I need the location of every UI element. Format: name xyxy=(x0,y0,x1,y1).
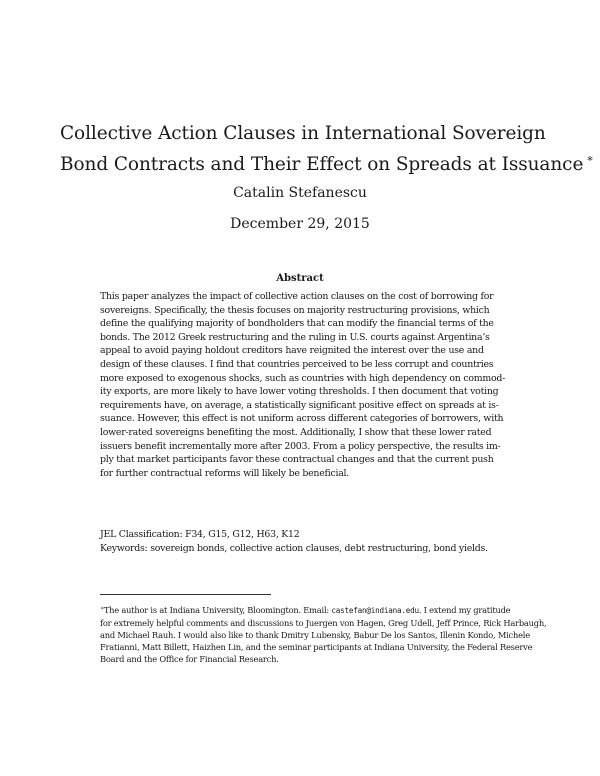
abstract-line: sovereigns. Specifically, the thesis focuses on majority restructuring provisions, which xyxy=(100,304,490,316)
footnote-line: Fratianni, Matt Billett, Haizhen Lin, and the seminar participants at Indiana University, the Federal Reserve xyxy=(100,642,533,652)
footnote-text: . I extend my gratitude xyxy=(418,605,511,615)
footnote-line: for extremely helpful comments and discussions to Juergen von Hagen, Greg Udell, Jeff Prince, Rick Harbaugh, xyxy=(100,618,547,628)
footnote-marker: ∗ xyxy=(100,605,104,612)
footnote-line: and Michael Rauh. I would also like to thank Dmitry Lubensky, Babur De los Santos, Illenin Kondo, Michele xyxy=(100,630,530,640)
title-line: Collective Action Clauses in International Sovereign xyxy=(60,123,546,144)
abstract-line: lower-rated sovereigns benefiting the most. Additionally, I show that these lower rated xyxy=(100,426,492,438)
abstract-line: more exposed to exogenous shocks, such as countries with high dependency on commod- xyxy=(100,372,506,384)
abstract-line: appeal to avoid paying holdout creditors have reignited the interest over the use and xyxy=(100,345,484,357)
footnote-divider xyxy=(100,594,271,595)
footnote-line: Board and the Office for Financial Research. xyxy=(100,654,279,664)
title-line-text: Bond Contracts and Their Effect on Spreads at Issuance xyxy=(60,154,584,175)
abstract-line: suance. However, this effect is not uniform across different categories of borrowers, with xyxy=(100,413,504,425)
author-name: Catalin Stefanescu xyxy=(233,185,367,201)
abstract-line: requirements have, on average, a statistically significant positive effect on spreads at is- xyxy=(100,399,499,411)
author-email-link[interactable]: castefan@indiana.edu xyxy=(331,606,419,615)
footnote-text: The author is at Indiana University, Bloomington. Email: xyxy=(103,605,332,615)
abstract-line: ply that market participants favor these contractual changes and that the current push xyxy=(100,454,494,466)
publication-date: December 29, 2015 xyxy=(230,216,370,232)
abstract-line: bonds. The 2012 Greek restructuring and the ruling in U.S. courts against Argentina’s xyxy=(100,331,490,343)
footnote xyxy=(100,603,547,665)
abstract-line: design of these clauses. I find that countries perceived to be less corrupt and countries xyxy=(100,358,494,370)
keywords: Keywords: sovereign bonds, collective action clauses, debt restructuring, bond yields. xyxy=(100,543,488,554)
abstract-line: issuers benefit incrementally more after 2003. From a policy perspective, the results im- xyxy=(100,440,501,452)
title-line xyxy=(60,146,594,177)
paper-title xyxy=(60,121,594,177)
abstract-line: ity exports, are more likely to have lower voting thresholds. I then document that voting xyxy=(100,386,499,398)
abstract-body xyxy=(100,290,510,480)
abstract-line: for further contractual reforms will likely be beneficial. xyxy=(100,467,350,479)
title-footnote-marker[interactable]: ∗ xyxy=(586,152,594,165)
footnote-line xyxy=(100,603,510,617)
abstract-heading: Abstract xyxy=(276,273,324,284)
abstract-line: This paper analyzes the impact of collective action clauses on the cost of borrowing for xyxy=(100,291,494,302)
abstract-line: define the qualifying majority of bondholders that can modify the financial terms of the xyxy=(100,318,494,330)
jel-classification: JEL Classification: F34, G15, G12, H63, K12 xyxy=(100,529,300,540)
